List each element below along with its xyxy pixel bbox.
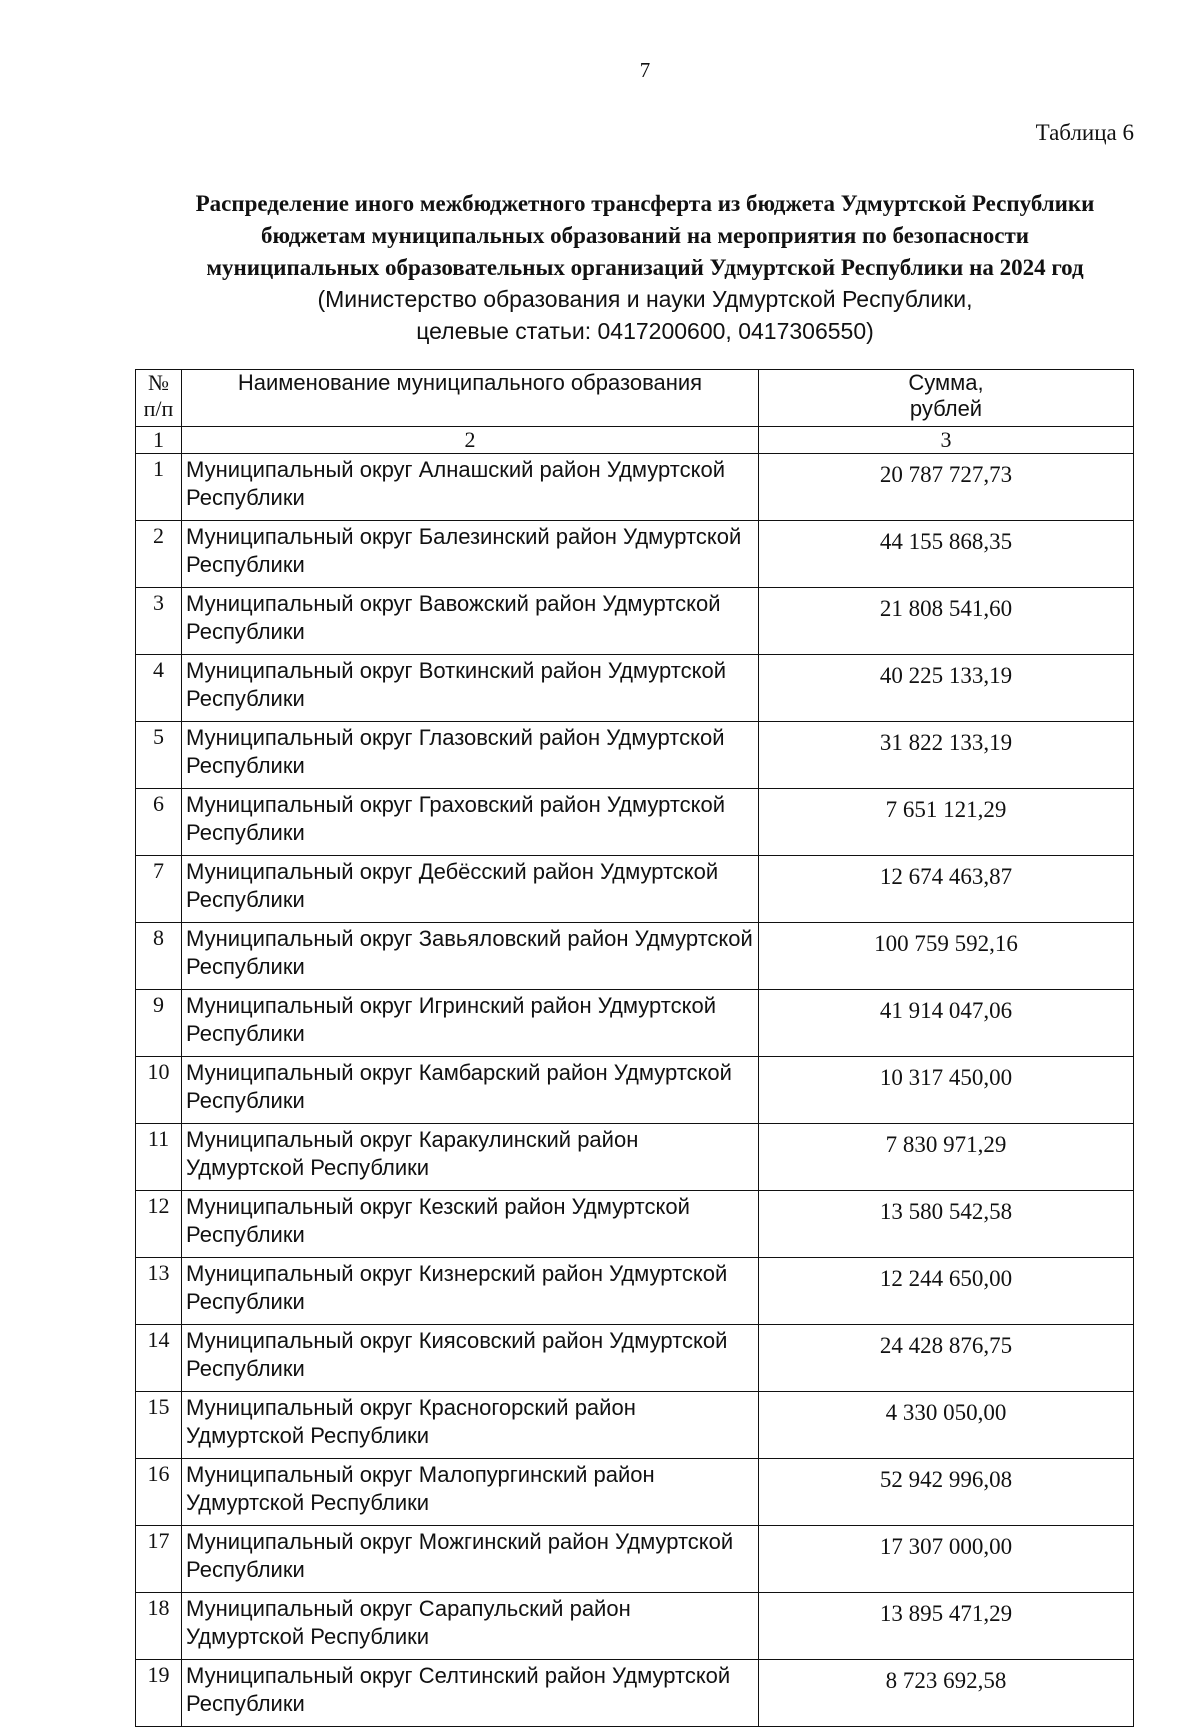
table-row [136, 1057, 1134, 1124]
row-number: 6 [136, 789, 182, 856]
header-number: № п/п [136, 370, 182, 427]
amount: 8 723 692,58 [759, 1660, 1134, 1727]
row-number: 16 [136, 1459, 182, 1526]
table-row [136, 1660, 1134, 1727]
table-row [136, 1392, 1134, 1459]
table-row [136, 1258, 1134, 1325]
municipality-name: Муниципальный округ Игринский район Удмуртской Республики [182, 990, 759, 1057]
column-number: 3 [759, 427, 1134, 454]
municipality-name: Муниципальный округ Воткинский район Удмуртской Республики [182, 655, 759, 722]
municipality-name: Муниципальный округ Можгинский район Удмуртской Республики [182, 1526, 759, 1593]
municipality-name: Муниципальный округ Каракулинский район Удмуртской Республики [182, 1124, 759, 1191]
header-name: Наименование муниципального образования [182, 370, 759, 427]
document-heading [0, 188, 1200, 284]
row-number: 14 [136, 1325, 182, 1392]
table-label: Таблица 6 [1035, 120, 1134, 145]
table-row [136, 722, 1134, 789]
table-row [136, 655, 1134, 722]
municipality-name: Муниципальный округ Киясовский район Удмуртской Республики [182, 1325, 759, 1392]
municipality-name: Муниципальный округ Сарапульский район Удмуртской Республики [182, 1593, 759, 1660]
municipality-name: Муниципальный округ Камбарский район Удмуртской Республики [182, 1057, 759, 1124]
table-row [136, 588, 1134, 655]
column-number-row [136, 427, 1134, 454]
amount: 21 808 541,60 [759, 588, 1134, 655]
row-number: 3 [136, 588, 182, 655]
table-row [136, 521, 1134, 588]
amount: 10 317 450,00 [759, 1057, 1134, 1124]
table-row [136, 856, 1134, 923]
table-row [136, 1593, 1134, 1660]
amount: 4 330 050,00 [759, 1392, 1134, 1459]
municipality-name: Муниципальный округ Дебёсский район Удмуртской Республики [182, 856, 759, 923]
municipality-name: Муниципальный округ Балезинский район Удмуртской Республики [182, 521, 759, 588]
heading-line: бюджетам муниципальных образований на мероприятия по безопасности [260, 223, 1030, 248]
municipality-name: Муниципальный округ Кезский район Удмуртской Республики [182, 1191, 759, 1258]
amount: 52 942 996,08 [759, 1459, 1134, 1526]
municipality-name: Муниципальный округ Селтинский район Удмуртской Республики [182, 1660, 759, 1727]
page-number: 7 [639, 58, 651, 82]
table-row [136, 454, 1134, 521]
row-number: 1 [136, 454, 182, 521]
column-number: 1 [136, 427, 182, 454]
municipality-name: Муниципальный округ Алнашский район Удмуртской Республики [182, 454, 759, 521]
subheading-line: (Министерство образования и науки Удмуртской Республики, [317, 286, 973, 312]
table-row [136, 1526, 1134, 1593]
table-row [136, 1459, 1134, 1526]
municipality-name: Муниципальный округ Глазовский район Удмуртской Республики [182, 722, 759, 789]
heading-line: Распределение иного межбюджетного трансферта из бюджета Удмуртской Республики [195, 191, 1095, 216]
row-number: 4 [136, 655, 182, 722]
row-number: 8 [136, 923, 182, 990]
table-row [136, 1325, 1134, 1392]
table-body [136, 454, 1134, 1727]
amount: 44 155 868,35 [759, 521, 1134, 588]
row-number: 19 [136, 1660, 182, 1727]
column-number: 2 [182, 427, 759, 454]
row-number: 2 [136, 521, 182, 588]
amount: 7 830 971,29 [759, 1124, 1134, 1191]
amount: 12 244 650,00 [759, 1258, 1134, 1325]
amount: 24 428 876,75 [759, 1325, 1134, 1392]
amount: 13 580 542,58 [759, 1191, 1134, 1258]
subheading-line: целевые статьи: 0417200600, 0417306550) [416, 318, 874, 344]
amount: 20 787 727,73 [759, 454, 1134, 521]
document-subheading [0, 283, 1200, 347]
table-row [136, 1124, 1134, 1191]
row-number: 10 [136, 1057, 182, 1124]
table-row [136, 1191, 1134, 1258]
amount: 40 225 133,19 [759, 655, 1134, 722]
municipality-name: Муниципальный округ Красногорский район Удмуртской Республики [182, 1392, 759, 1459]
row-number: 17 [136, 1526, 182, 1593]
amount: 31 822 133,19 [759, 722, 1134, 789]
row-number: 11 [136, 1124, 182, 1191]
row-number: 15 [136, 1392, 182, 1459]
amount: 100 759 592,16 [759, 923, 1134, 990]
table-row [136, 923, 1134, 990]
municipality-name: Муниципальный округ Граховский район Удмуртской Республики [182, 789, 759, 856]
amount: 7 651 121,29 [759, 789, 1134, 856]
distribution-table [135, 369, 1134, 1727]
heading-line: муниципальных образовательных организаций Удмуртской Республики на 2024 год [206, 255, 1084, 280]
amount: 12 674 463,87 [759, 856, 1134, 923]
row-number: 13 [136, 1258, 182, 1325]
table-row [136, 990, 1134, 1057]
municipality-name: Муниципальный округ Вавожский район Удмуртской Республики [182, 588, 759, 655]
row-number: 9 [136, 990, 182, 1057]
municipality-name: Муниципальный округ Кизнерский район Удмуртской Республики [182, 1258, 759, 1325]
amount: 41 914 047,06 [759, 990, 1134, 1057]
header-sum: Сумма, рублей [759, 370, 1134, 427]
row-number: 12 [136, 1191, 182, 1258]
table-row [136, 789, 1134, 856]
municipality-name: Муниципальный округ Малопургинский район Удмуртской Республики [182, 1459, 759, 1526]
row-number: 5 [136, 722, 182, 789]
amount: 13 895 471,29 [759, 1593, 1134, 1660]
municipality-name: Муниципальный округ Завьяловский район Удмуртской Республики [182, 923, 759, 990]
table-header-row [136, 370, 1134, 427]
row-number: 7 [136, 856, 182, 923]
amount: 17 307 000,00 [759, 1526, 1134, 1593]
row-number: 18 [136, 1593, 182, 1660]
